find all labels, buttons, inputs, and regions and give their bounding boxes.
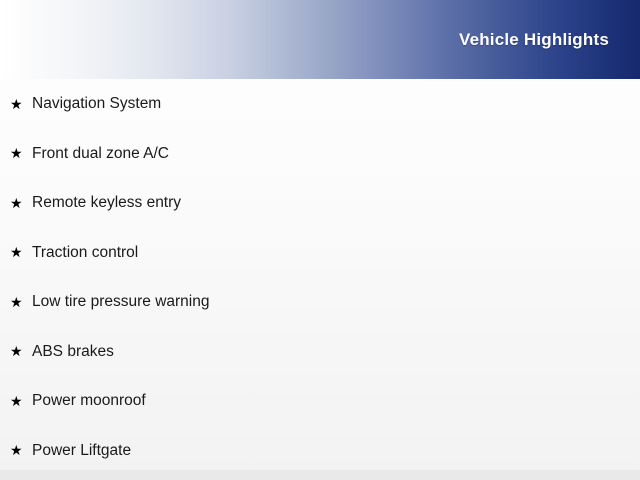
footer-divider [0,470,640,480]
list-item [0,327,640,377]
star-icon: ★ [10,293,23,310]
list-item [0,178,640,228]
star-icon: ★ [10,194,23,211]
star-icon: ★ [10,145,23,162]
list-item [0,277,640,327]
list-item-label: Navigation System [32,95,162,112]
list-item-label: Remote keyless entry [32,194,182,211]
star-icon: ★ [10,95,23,112]
star-icon: ★ [10,244,23,261]
list-item [0,376,640,426]
list-item-label: Power moonroof [32,392,146,409]
content-area [0,79,640,475]
list-item-label: Front dual zone A/C [32,144,169,162]
header-banner [0,0,640,79]
list-item [0,79,640,129]
highlights-list [0,79,640,475]
star-icon: ★ [10,343,23,360]
list-item-label: Low tire pressure warning [32,293,210,310]
list-item [0,228,640,278]
list-item-label: Traction control [32,243,139,261]
list-item [0,426,640,476]
page-title: Vehicle Highlights [458,30,609,49]
star-icon: ★ [10,442,23,459]
list-item [0,129,640,179]
star-icon: ★ [10,392,23,409]
list-item-label: ABS brakes [32,342,114,360]
list-item-label: Power Liftgate [32,441,132,459]
